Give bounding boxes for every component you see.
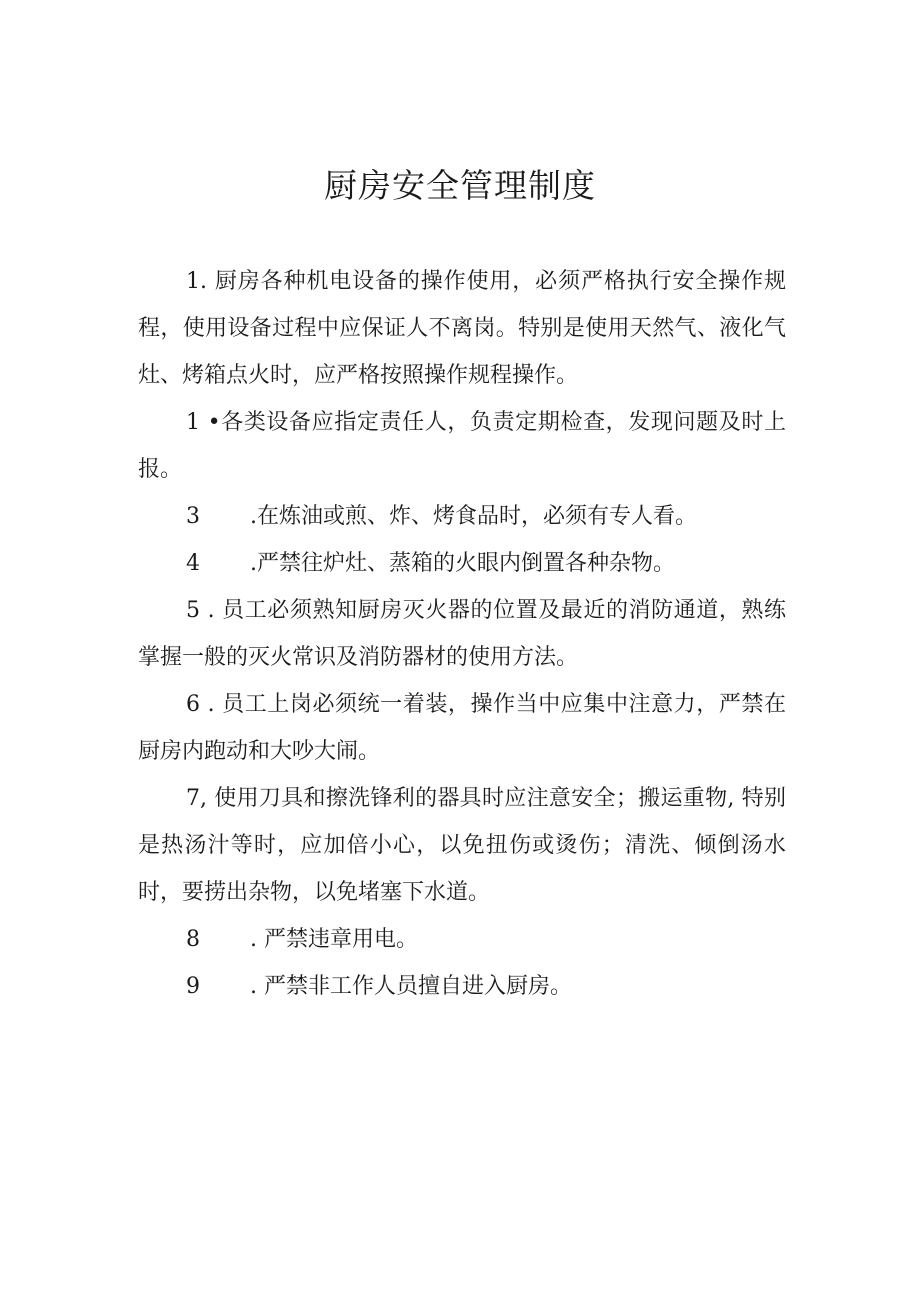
rule-paragraph-1: 1. 厨房各种机电设备的操作使用，必须严格执行安全操作规程，使用设备过程中应保证人不离岗。特别是使用天然气、液化气灶、烤箱点火时，应严格按照操作规程操作。 xyxy=(138,269,786,388)
rule-paragraph-8: 8 . 严禁违章用电。 xyxy=(186,927,418,952)
rule-paragraph-3: 3 .在炼油或煎、炸、烤食品时，必须有专人看。 xyxy=(186,504,697,529)
rule-paragraph-7: 7, 使用刀具和擦洗锋利的器具时应注意安全；搬运重物, 特别是热汤汁等时，应加倍小心，以免扭伤或烫伤；清洗、倾倒汤水时，要捞出杂物，以免堵塞下水道。 xyxy=(138,786,786,905)
rule-paragraph-6: 6 . 员工上岗必须统一着装，操作当中应集中注意力，严禁在厨房内跑动和大吵大闹。 xyxy=(138,692,786,764)
rule-paragraph-4: 4 .严禁往炉灶、蒸箱的火眼内倒置各种杂物。 xyxy=(186,551,675,576)
rule-paragraph-5: 5 . 员工必须熟知厨房灭火器的位置及最近的消防通道，熟练掌握一般的灭火常识及消防器材的使用方法。 xyxy=(138,598,786,670)
rule-paragraph-9: 9 . 严禁非工作人员擅自进入厨房。 xyxy=(186,974,572,999)
rule-paragraph-2: 1 •各类设备应指定责任人，负责定期检查，发现问题及时上报。 xyxy=(138,410,786,482)
document-title: 厨房安全管理制度 xyxy=(324,166,596,205)
document-body xyxy=(138,258,786,1010)
